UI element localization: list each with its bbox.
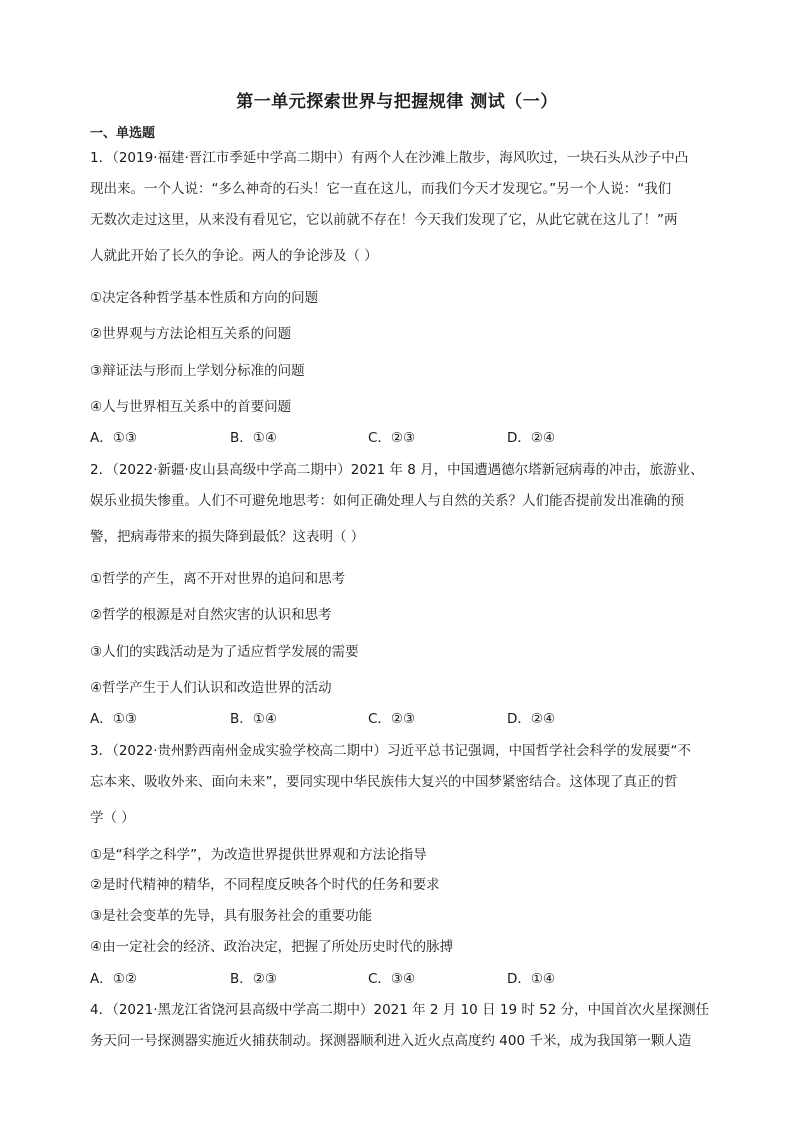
question-2-option-4: ④哲学产生于人们认识和改造世界的活动 (90, 680, 332, 696)
question-2-option-2: ②哲学的根源是对自然灾害的认识和思考 (90, 607, 332, 623)
choice-d: D．②④ (507, 711, 556, 727)
choice-b: B．①④ (230, 430, 277, 446)
question-4-line-2: 务天问一号探测器实施近火捕获制动。探测器顺利进入近火点高度约 400 千米，成为我国第一颗人造 (90, 1033, 692, 1049)
choice-d: D．②④ (507, 430, 556, 446)
question-2-line-2: 娱乐业损失惨重。人们不可避免地思考：如何正确处理人与自然的关系？人们能否提前发出准确的预 (90, 493, 684, 509)
question-2-option-1: ①哲学的产生，离不开对世界的追问和思考 (90, 571, 346, 587)
choice-d: D．①④ (507, 971, 556, 987)
choice-a: A．①② (90, 971, 137, 987)
question-1-option-1: ①决定各种哲学基本性质和方向的问题 (90, 290, 319, 306)
question-1-line-1: 1．（2019·福建·晋江市季延中学高二期中）有两个人在沙滩上散步，海风吹过，一块石头从沙子中凸 (90, 150, 689, 166)
question-1-option-2: ②世界观与方法论相互关系的问题 (90, 326, 292, 342)
question-3-line-2: 忘本来、吸收外来、面向未来”，要同实现中华民族伟大复兴的中国梦紧密结合。这体现了真正的哲 (90, 774, 678, 790)
question-1-line-2: 现出来。一个人说：“多么神奇的石头！它一直在这儿，而我们今天才发现它。”另一个人说：“我们 (90, 181, 672, 197)
choice-b: B．①④ (230, 711, 277, 727)
question-3-option-4: ④由一定社会的经济、政治决定，把握了所处历史时代的脉搏 (90, 939, 454, 955)
question-1-line-3: 无数次走过这里，从来没有看见它，它以前就不存在！今天我们发现了它，从此它就在这儿了！”两 (90, 212, 678, 228)
choice-b: B．②③ (230, 971, 277, 987)
choice-c: C．③④ (368, 971, 416, 987)
choice-c: C．②③ (368, 711, 416, 727)
question-3-line-3: 学（ ） (90, 810, 135, 826)
question-2-line-3: 警，把病毒带来的损失降到最低？这表明（ ） (90, 529, 365, 545)
question-3-option-3: ③是社会变革的先导，具有服务社会的重要功能 (90, 908, 373, 924)
question-2-option-3: ③人们的实践活动是为了适应哲学发展的需要 (90, 644, 359, 660)
question-2-line-1: 2．（2022·新疆·皮山县高级中学高二期中）2021 年 8 月，中国遭遇德尔塔新冠病毒的冲击，旅游业、 (90, 462, 704, 478)
question-4-line-1: 4．（2021·黑龙江省饶河县高级中学高二期中）2021 年 2 月 10 日 19 时 52 分，中国首次火星探测任 (90, 1002, 710, 1018)
question-1-line-4: 人就此开始了长久的争论。两人的争论涉及（ ） (90, 248, 378, 264)
choice-a: A．①③ (90, 711, 137, 727)
question-1-option-3: ③辩证法与形而上学划分标准的问题 (90, 363, 305, 379)
choice-a: A．①③ (90, 430, 137, 446)
choice-c: C．②③ (368, 430, 416, 446)
question-3-line-1: 3．（2022·贵州黔西南州金成实验学校高二期中）习近平总书记强调，中国哲学社会科学的发展要“不 (90, 743, 691, 759)
question-1-option-4: ④人与世界相互关系中的首要问题 (90, 399, 292, 415)
question-3-option-2: ②是时代精神的精华，不同程度反映各个时代的任务和要求 (90, 877, 440, 893)
section-heading: 一、单选题 (90, 126, 156, 141)
question-3-option-1: ①是“科学之科学”，为改造世界提供世界观和方法论指导 (90, 847, 427, 863)
page-title: 第一单元探索世界与把握规律 测试（一） (236, 92, 558, 112)
